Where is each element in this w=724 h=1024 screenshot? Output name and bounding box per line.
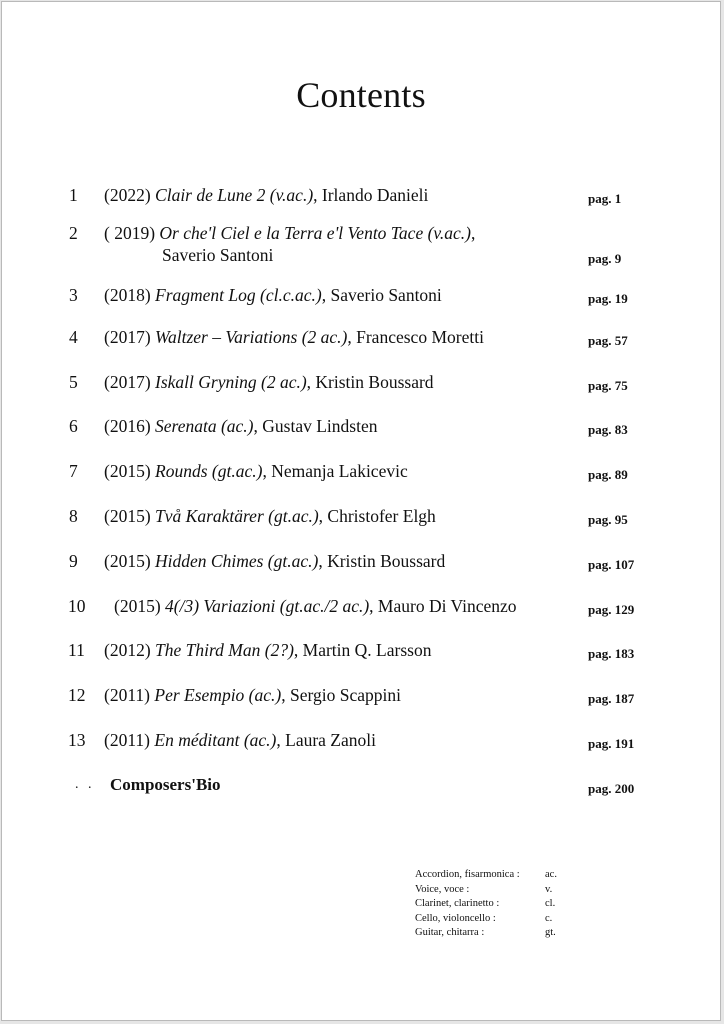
composer-name: Irlando Danieli (321, 185, 429, 205)
leader-dots: . . (75, 777, 95, 792)
page-reference: pag. 9 (588, 251, 622, 266)
work-title: Or che'l Ciel e la Terra e'l Vento Tace (v.ac.) (159, 223, 471, 243)
entry-number: 7 (69, 461, 78, 481)
entry-text: (2012) The Third Man (2?), Martin Q. Larsson (104, 640, 432, 660)
page-title: Contents (296, 75, 426, 115)
entry-text: (2015) 4(/3) Variazioni (gt.ac./2 ac.), Mauro Di Vincenzo (114, 596, 517, 616)
entry-number: 8 (69, 506, 78, 526)
page-reference: pag. 57 (588, 333, 628, 348)
legend-row: Accordion, fisarmonica : ac. (415, 869, 557, 880)
entry-text: (2011) En méditant (ac.), Laura Zanoli (104, 730, 376, 750)
work-title: The Third Man (2?) (155, 640, 294, 660)
entry-text: (2015) Rounds (gt.ac.), Nemanja Lakicevic (104, 461, 408, 481)
entry-number: 12 (68, 685, 86, 705)
entry-text: (2018) Fragment Log (cl.c.ac.), Saverio Santoni (104, 285, 442, 305)
composer-name: Mauro Di Vincenzo (377, 596, 517, 616)
instrument-legend (415, 868, 595, 941)
composer-name: Martin Q. Larsson (302, 640, 432, 660)
legend-row: Voice, voce : v. (415, 883, 553, 895)
work-title: Iskall Gryning (2 ac.) (155, 372, 307, 392)
work-title: Waltzer – Variations (2 ac.) (155, 327, 348, 347)
entry-text: (2017) Iskall Gryning (2 ac.), Kristin Boussard (104, 372, 434, 392)
work-title: Fragment Log (cl.c.ac.) (155, 285, 322, 305)
entry-number: 2 (69, 223, 78, 243)
page-reference: pag. 183 (588, 646, 635, 661)
entry-text: (2015) Två Karaktärer (gt.ac.), Christofer Elgh (104, 506, 436, 526)
bio-label: Composers'Bio (110, 775, 221, 794)
composer-name: Sergio Scappini (289, 685, 401, 705)
entry-text: (2017) Waltzer – Variations (2 ac.), Francesco Moretti (104, 327, 484, 347)
page-reference: pag. 1 (588, 191, 622, 206)
entry-number: 5 (69, 372, 78, 392)
entry-number: 13 (68, 730, 86, 750)
composer-name: Nemanja Lakicevic (271, 461, 408, 481)
entry-text: (2011) Per Esempio (ac.), Sergio Scappini (104, 685, 401, 705)
document-page (1, 1, 721, 1021)
page-reference: pag. 83 (588, 422, 628, 437)
entry-number: 3 (69, 285, 78, 305)
toc-entry[interactable] (2, 222, 722, 266)
entry-number: 10 (68, 596, 86, 616)
entry-text: (2022) Clair de Lune 2 (v.ac.), Irlando Danieli (104, 185, 429, 205)
work-title: Serenata (ac.) (155, 416, 254, 436)
composer-name: Laura Zanoli (285, 730, 376, 750)
page-reference: pag. 200 (588, 781, 635, 796)
work-title: Clair de Lune 2 (v.ac.) (155, 185, 314, 205)
page-reference: pag. 191 (588, 736, 635, 751)
entry-number: 11 (68, 640, 85, 660)
entry-number: 4 (69, 327, 78, 347)
work-title: Två Karaktärer (gt.ac.) (155, 506, 319, 526)
composer-name: Kristin Boussard (327, 551, 446, 571)
composer-name: Kristin Boussard (315, 372, 434, 392)
composer-name: Francesco Moretti (356, 327, 484, 347)
composer-name: Saverio Santoni (330, 285, 442, 305)
legend-row: Cello, violoncello : c. (415, 912, 553, 924)
work-title: Hidden Chimes (gt.ac.) (155, 551, 319, 571)
page-reference: pag. 19 (588, 291, 628, 306)
legend-row: Guitar, chitarra : gt. (415, 927, 556, 938)
page-reference: pag. 75 (588, 378, 628, 393)
composer-name: Gustav Lindsten (262, 416, 378, 436)
entry-number: 9 (69, 551, 78, 571)
entry-number: 1 (69, 185, 78, 205)
composer-name: Christofer Elgh (327, 506, 436, 526)
entry-text: ( 2019) Or che'l Ciel e la Terra e'l Vento Tace (v.ac.), (104, 223, 476, 243)
work-title: Rounds (gt.ac.) (155, 461, 263, 481)
work-title: Per Esempio (ac.) (154, 685, 282, 705)
page-reference: pag. 107 (588, 557, 635, 572)
entry-number: 6 (69, 416, 78, 436)
work-title: En méditant (ac.) (154, 730, 277, 750)
entry-text: (2016) Serenata (ac.), Gustav Lindsten (104, 416, 378, 436)
page-reference: pag. 89 (588, 467, 628, 482)
composer-name: Saverio Santoni (162, 245, 274, 265)
page-reference: pag. 129 (588, 602, 635, 617)
page-reference: pag. 187 (588, 691, 635, 706)
legend-row: Clarinet, clarinetto : cl. (415, 898, 556, 909)
entry-text: (2015) Hidden Chimes (gt.ac.), Kristin Boussard (104, 551, 446, 571)
work-title: 4(/3) Variazioni (gt.ac./2 ac.) (165, 596, 370, 616)
page-reference: pag. 95 (588, 512, 628, 527)
